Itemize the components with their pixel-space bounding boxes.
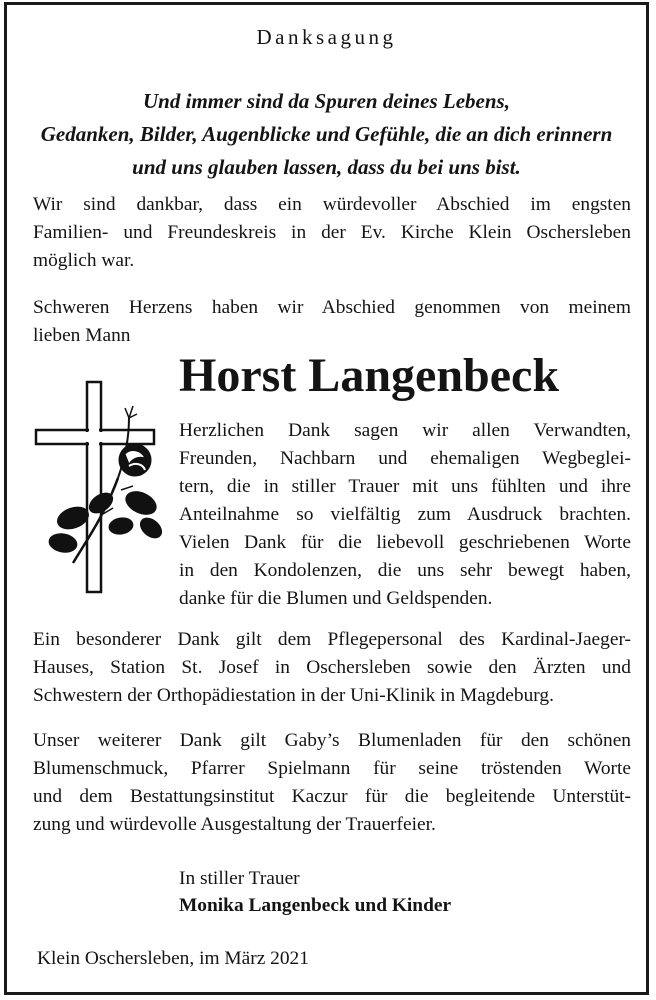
text-line: Schweren Herzens haben wir Abschied genommen von meinem — [33, 297, 631, 318]
text-line: Herzlichen Dank sagen wir allen Verwandten, — [179, 420, 631, 441]
text-line: Blumenschmuck, Pfarrer Spielmann für seine tröstenden Worte — [33, 758, 631, 779]
deceased-name: Horst Langenbeck — [179, 349, 560, 402]
text-line: tern, die in stiller Trauer mit uns fühlten und ihre — [179, 476, 631, 497]
text-line: in den Kondolenzen, die uns sehr bewegt haben, — [179, 560, 631, 581]
thanks-paragraph — [179, 417, 631, 613]
mourning-line: In stiller Trauer — [179, 868, 300, 889]
quote-line: und uns glauben lassen, dass du bei uns bist. — [132, 155, 521, 179]
farewell-paragraph — [33, 294, 631, 350]
text-line: lieben Mann — [33, 325, 131, 346]
quote-line: Gedanken, Bilder, Augenblicke und Gefühle, die an dich erinnern — [40, 122, 613, 146]
text-line: Ein besonderer Dank gilt dem Pflegepersonal des Kardinal-Jaeger- — [33, 629, 631, 650]
text-line: und dem Bestattungsinstitut Kaczur für die begleitende Unterstüt- — [33, 786, 631, 807]
special-thanks-paragraph — [33, 626, 631, 710]
further-thanks-paragraph — [33, 727, 631, 839]
quote-line: Und immer sind da Spuren deines Lebens, — [143, 89, 510, 113]
text-line: möglich war. — [33, 250, 135, 271]
text-line: Wir sind dankbar, dass ein würdevoller Abschied im engsten — [33, 194, 631, 215]
text-line: danke für die Blumen und Geldspenden. — [179, 588, 493, 609]
text-line: zung und würdevolle Ausgestaltung der Trauerfeier. — [33, 814, 436, 835]
text-line: Hauses, Station St. Josef in Oschersleben sowie den Ärzten und — [33, 657, 631, 678]
notice-heading: Danksagung — [256, 25, 397, 49]
place-date: Klein Oschersleben, im März 2021 — [37, 948, 309, 969]
text-line: Vielen Dank für die liebevoll geschriebenen Worte — [179, 532, 631, 553]
memorial-quote — [17, 85, 636, 184]
text-line: Schwestern der Orthopädiestation in der Uni-Klinik in Magdeburg. — [33, 685, 554, 706]
cross-with-rose-icon — [33, 378, 173, 598]
text-line: Familien- und Freundeskreis in der Ev. Kirche Klein Oschersleben — [33, 222, 631, 243]
text-line: Unser weiterer Dank gilt Gaby’s Blumenladen für den schönen — [33, 730, 631, 751]
text-line: Freunden, Nachbarn und ehemaligen Wegbeglei- — [179, 448, 631, 469]
signatories: Monika Langenbeck und Kinder — [179, 895, 452, 916]
obituary-notice — [4, 2, 649, 995]
intro-paragraph — [33, 191, 631, 275]
text-line: Anteilnahme so vielfältig zum Ausdruck brachten. — [179, 504, 631, 525]
